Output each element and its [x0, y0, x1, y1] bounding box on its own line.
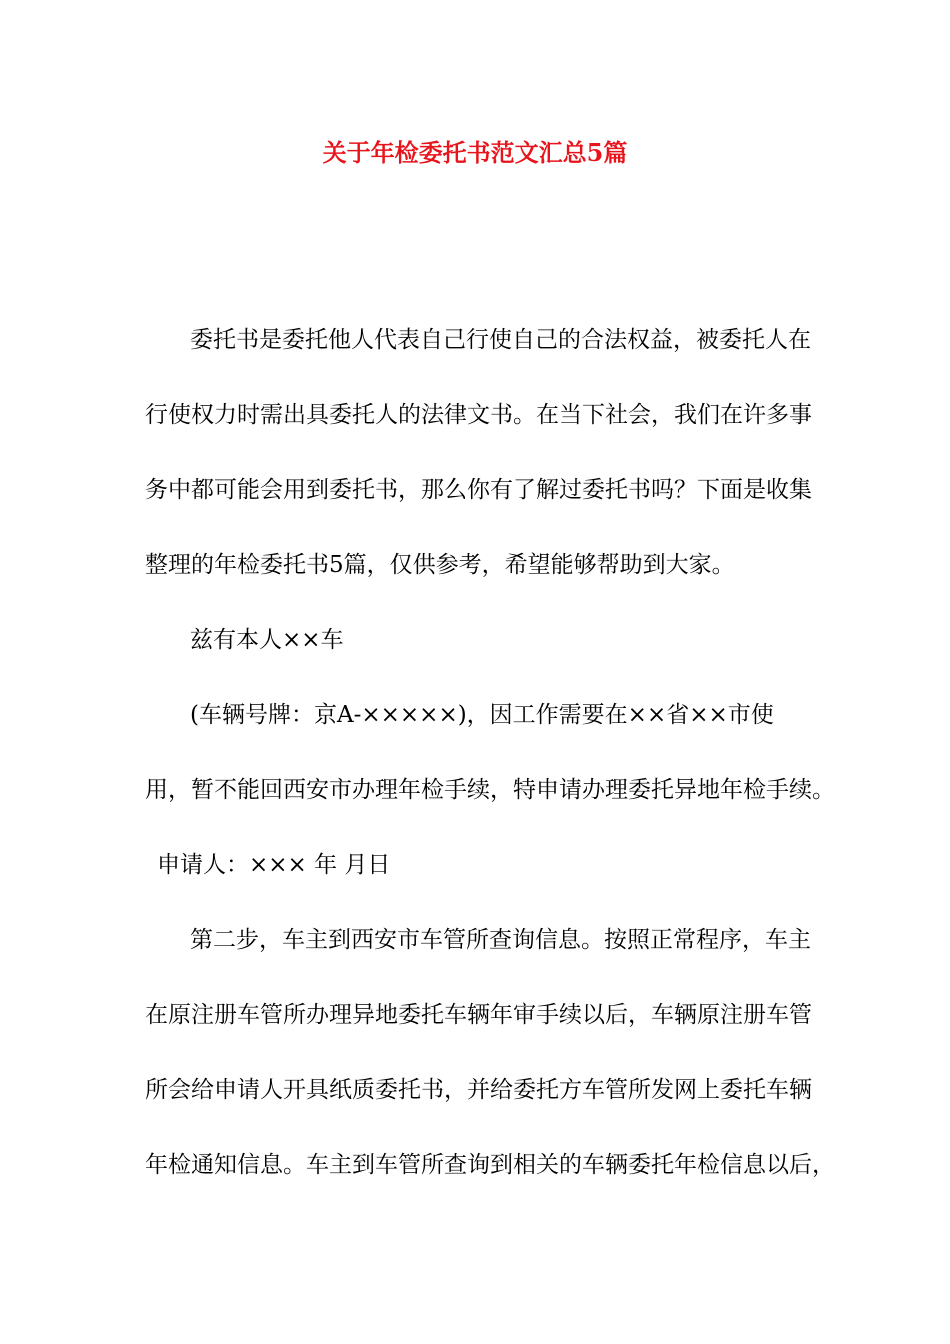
paragraph-line: (车辆号牌：京A-×××××)，因工作需要在××省××市使 — [190, 702, 774, 728]
paragraph-line: 整理的年检委托书5篇，仅供参考，希望能够帮助到大家。 — [145, 552, 735, 578]
paragraph-line: 所会给申请人开具纸质委托书，并给委托方车管所发网上委托车辆 — [145, 1077, 812, 1103]
paragraph-line: 兹有本人××车 — [190, 627, 344, 653]
paragraph-line: 用，暂不能回西安市办理年检手续，特申请办理委托异地年检手续。 — [145, 777, 835, 803]
paragraph-line: 第二步，车主到西安市车管所查询信息。按照正常程序，车主 — [190, 927, 811, 953]
paragraph-line: 年检通知信息。车主到车管所查询到相关的车辆委托年检信息以后， — [145, 1152, 835, 1178]
document-title: 关于年检委托书范文汇总5篇 — [322, 138, 628, 167]
applicant-line: 申请人：××× 年 月日 — [157, 852, 391, 878]
paragraph-line: 行使权力时需出具委托人的法律文书。在当下社会，我们在许多事 — [145, 402, 812, 428]
paragraph-line: 务中都可能会用到委托书，那么你有了解过委托书吗？下面是收集 — [145, 477, 812, 503]
paragraph-line: 委托书是委托他人代表自己行使自己的合法权益，被委托人在 — [190, 327, 811, 353]
paragraph-line: 在原注册车管所办理异地委托车辆年审手续以后，车辆原注册车管 — [145, 1002, 812, 1028]
